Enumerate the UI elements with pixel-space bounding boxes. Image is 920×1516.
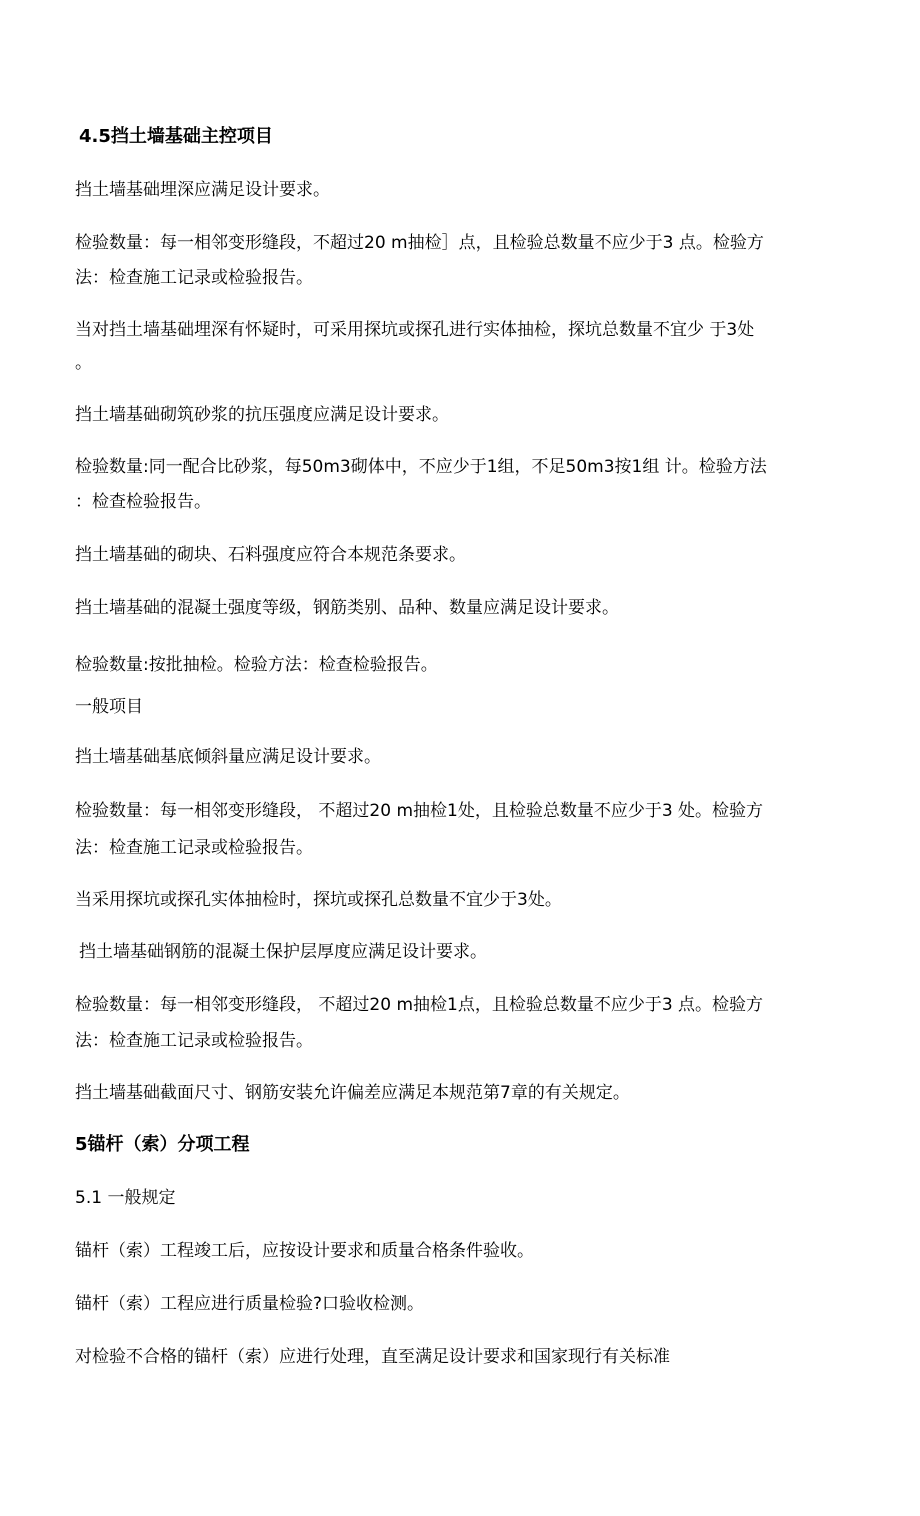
paragraph-line: 挡土墙基础埋深应满足设计要求。 bbox=[75, 180, 330, 200]
paragraph-line: 当采用探坑或探孔实体抽检时，探坑或探孔总数量不宜少于3处。 bbox=[75, 890, 562, 910]
paragraph-line: 挡土墙基础基底倾斜量应满足设计要求。 bbox=[75, 747, 381, 767]
paragraph-line: 检验数量：每一相邻变形缝段， 不超过20 m抽检1处，且检验总数量不应少于3 处。检验方 bbox=[75, 801, 764, 821]
paragraph-line: 法：检查施工记录或检验报告。 bbox=[75, 268, 313, 288]
paragraph-line: 检验数量：每一相邻变形缝段， 不超过20 m抽检1点，且检验总数量不应少于3 点。检验方 bbox=[75, 995, 764, 1015]
paragraph-line: 检验数量:按批抽检。检验方法：检查检验报告。 bbox=[75, 655, 438, 675]
paragraph-line: 法：检查施工记录或检验报告。 bbox=[75, 838, 313, 858]
section-heading-general-items: 一般项目 bbox=[75, 697, 143, 717]
subsection-heading-5-1: 5.1 一般规定 bbox=[75, 1188, 176, 1208]
paragraph-line: 对检验不合格的锚杆（索）应进行处理，直至满足设计要求和国家现行有关标准 bbox=[75, 1347, 670, 1367]
paragraph-line: 法：检查施工记录或检验报告。 bbox=[75, 1031, 313, 1051]
paragraph-line: 检验数量:同一配合比砂浆，每50m3砌体中，不应少于1组，不足50m3按1组 计。检验方法 bbox=[75, 457, 767, 477]
paragraph-line: 。 bbox=[75, 353, 92, 373]
paragraph-line: ：检查检验报告。 bbox=[75, 492, 211, 512]
paragraph-line: 当对挡土墙基础埋深有怀疑时，可采用探坑或探孔进行实体抽检，探坑总数量不宜少 于3处 bbox=[75, 320, 755, 340]
paragraph-line: 挡土墙基础砌筑砂浆的抗压强度应满足设计要求。 bbox=[75, 405, 449, 425]
paragraph-line: 锚杆（索）工程竣工后，应按设计要求和质量合格条件验收。 bbox=[75, 1241, 534, 1261]
paragraph-line: 挡土墙基础钢筋的混凝土保护层厚度应满足设计要求。 bbox=[79, 942, 487, 962]
paragraph-line: 检验数量：每一相邻变形缝段，不超过20 m抽检］点，且检验总数量不应少于3 点。检验方 bbox=[75, 233, 764, 253]
section-heading-5: 5锚杆（索）分项工程 bbox=[75, 1134, 250, 1155]
section-heading-4-5: 4.5挡土墙基础主控项目 bbox=[79, 126, 273, 147]
paragraph-line: 挡土墙基础的混凝土强度等级，钢筋类别、品种、数量应满足设计要求。 bbox=[75, 598, 619, 618]
paragraph-line: 锚杆（索）工程应进行质量检验?口验收检测。 bbox=[75, 1294, 425, 1314]
paragraph-line: 挡土墙基础的砌块、石料强度应符合本规范条要求。 bbox=[75, 545, 466, 565]
paragraph-line: 挡土墙基础截面尺寸、钢筋安装允许偏差应满足本规范第7章的有关规定。 bbox=[75, 1083, 630, 1103]
